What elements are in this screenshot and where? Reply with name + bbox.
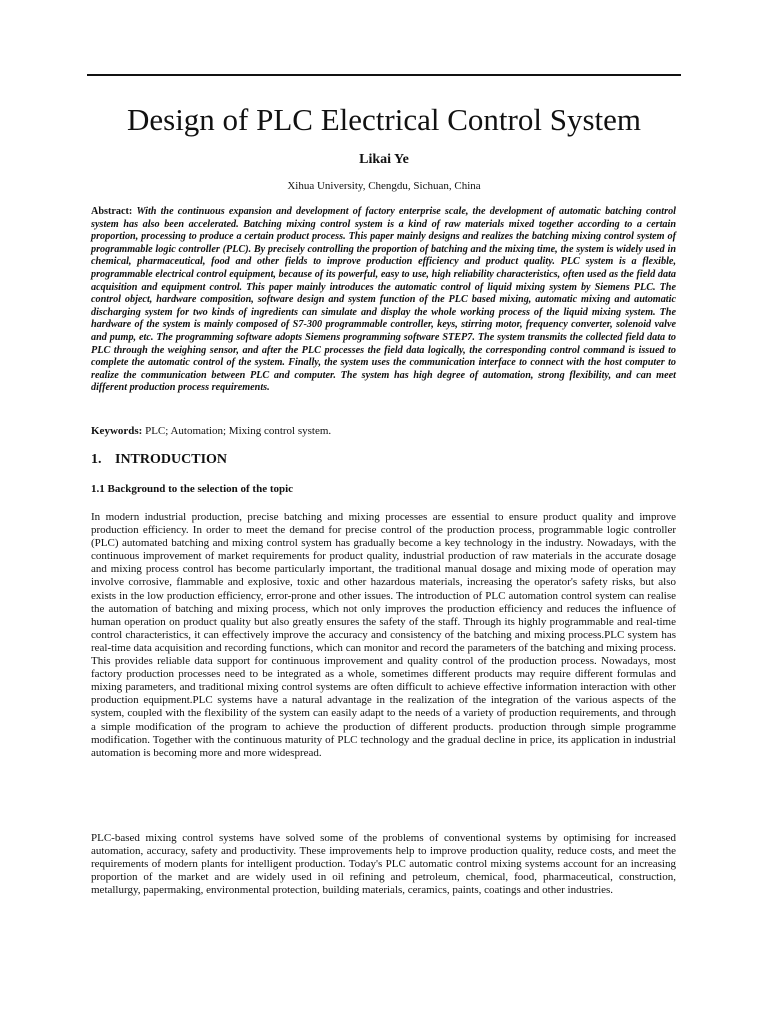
author-name: Likai Ye (359, 152, 409, 167)
abstract (91, 206, 676, 395)
section-title: INTRODUCTION (115, 452, 228, 467)
section-heading-introduction (91, 451, 227, 469)
keywords-text: PLC; Automation; Mixing control system. (145, 425, 332, 437)
subsection-heading: 1.1 Background to the selection of the topic (91, 483, 294, 495)
top-rule (87, 74, 681, 76)
keywords-label: Keywords: (91, 425, 143, 437)
keywords (91, 424, 676, 438)
abstract-label: Abstract: (91, 206, 133, 217)
author-affiliation: Xihua University, Chengdu, Sichuan, China (287, 180, 481, 192)
paper-title: Design of PLC Electrical Control System (126, 102, 641, 137)
abstract-text: With the continuous expansion and development of factory enterprise scale, the development of automatic batching control system has also been accelerated. Batching mixing control system is a kind of raw materials mixed together according to a certain proportion, processing to produce a certain product process. This paper mainly designs and realizes the batching mixing control system of programmable logic controller (PLC). By precisely controlling the proportion of batching and the mixing time, the system is widely used in chemical, pharmaceutical, food and other fields to improve production efficiency and product quality. PLC system is a flexible, programmable electrical control equipment, because of its powerful, easy to use, high reliability characteristics, often used as the field data acquisition and equipment control. This paper mainly introduces the automatic control of liquid mixing system by Siemens PLC. The control object, hardware composition, software design and system function of the PLC based mixing, automatic mixing and automatic discharging system for two kinds of ingredients can simulate and display the whole working process of the liquid mixing system. The hardware of the system is mainly composed of S7-300 programmable controller, keys, stirring motor, frequency converter, solenoid valve and pump, etc. The programming software adopts Siemens programming software STEP7. The system transmits the collected field data to PLC through the weighing sensor, and after the PLC processes the field data logically, the corresponding control command is issued to complete the automatic control of the system. Finally, the system uses the communication interface to connect with the host computer to realize the communication between PLC and computer. The system has high degree of automation, strong flexibility, and can meet different production process requirements. (91, 206, 676, 394)
body-paragraph: PLC-based mixing control systems have solved some of the problems of conventional systems by optimising for increased automation, accuracy, safety and productivity. These improvements help to improve production quality, reduce costs, and meet the requirements of modern plants for intelligent production. Today's PLC automatic control mixing systems account for an increasing proportion of the market and are widely used in oil refining and petroleum, chemical, food, pharmaceutical, construction, metallurgy, papermaking, environmental protection, building materials, ceramics, paints, coatings and other industries. (91, 832, 676, 897)
body-paragraph: In modern industrial production, precise batching and mixing processes are essential to ensure product quality and improve production efficiency. In order to meet the demand for precise control of the production process, programmable logic controller (PLC) automated batching and mixing control system has gradually become a key technology in the industry. Nowadays, with the continuous improvement of market requirements for product quality, industrial production of raw materials in the accurate dosage and mixing process control has become particularly important, the traditional manual dosage and mixing mode of operation may involve corrosive, flammable and explosive, toxic and other hazardous materials, increasing the operator's safety risks, but also exists in the low production efficiency, error-prone and other issues. The introduction of PLC automation control system can realise the automation of batching and mixing process, which not only improves the production efficiency and reduces the influence of human operation on product quality but also greatly ensures the safety of the staff. Through its highly programmable and real-time control characteristics, it can effectively improve the accuracy and consistency of the batching and mixing process.PLC system has real-time data acquisition and recording functions, which can monitor and record the parameters of the batching and mixing process. This provides reliable data support for continuous improvement and quality control of the production process. Nowadays, most factory production processes need to be integrated as a whole, sometimes different products may require different formulas and mixing parameters, and traditional mixing control systems are often difficult to achieve effective information interaction with other production equipment.PLC systems have a natural advantage in the realization of the integration of the various aspects of the system, coupled with the flexibility of the system can easily adapt to the needs of a variety of production requirements, and through a simple modification of the program to achieve the production of different products. production through simple programme modification. Together with the continuous maturity of PLC technology and the gradual decline in price, its application in industrial automation is becoming more and more widespread. (91, 511, 676, 759)
section-number: 1. (91, 452, 102, 467)
